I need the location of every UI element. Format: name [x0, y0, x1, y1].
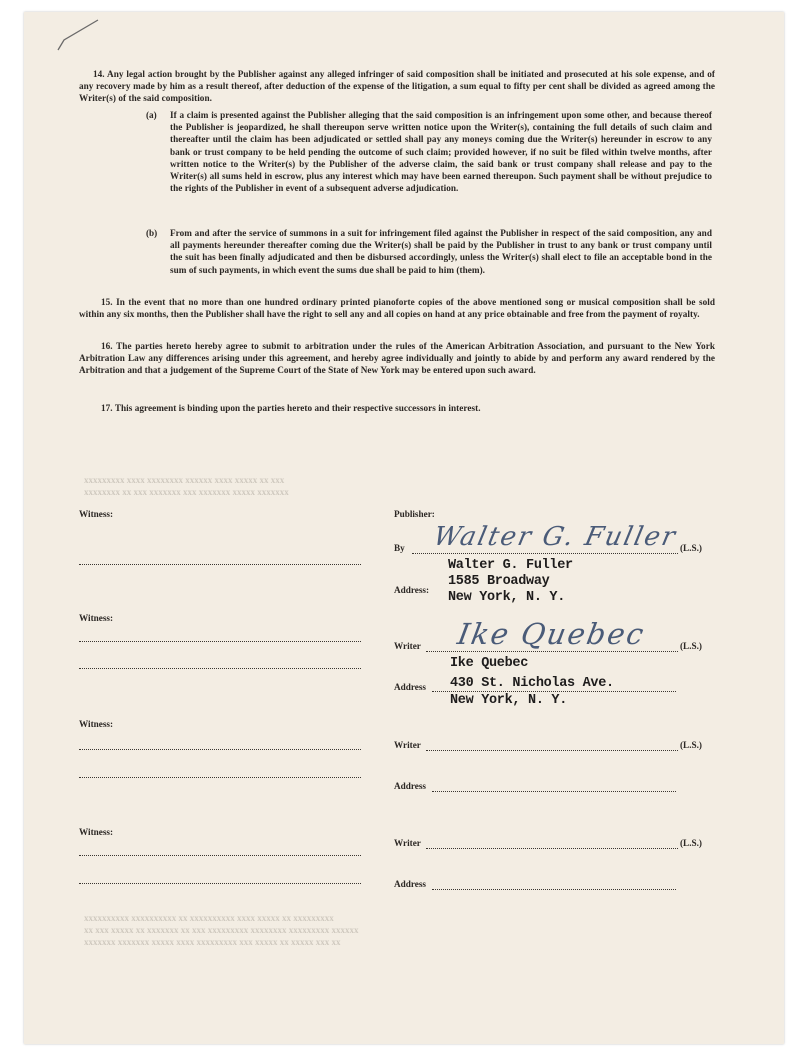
writer-ls-3: (L.S.) [680, 838, 702, 848]
show-through-text: xxxxxxxxx xxxx xxxxxxxx xxxxxx xxxx xxxxx xx xxx xxxxxxxx xx xxx xxxxxxx xxx xxxxxxx xxxxx xxxxxxx [84, 475, 289, 497]
publisher-label: Publisher: [394, 509, 435, 519]
writer-address-label-1: Address [394, 682, 426, 692]
writer-ls-1: (L.S.) [680, 641, 702, 651]
by-label: By [394, 543, 405, 553]
writer-label-1: Writer [394, 641, 421, 651]
publisher-name: Walter G. Fuller [448, 558, 573, 573]
writer-address-line-2[interactable] [432, 791, 676, 792]
writer-signature-1: Ike Quebec [455, 617, 648, 651]
witness-line-2b[interactable] [79, 668, 361, 669]
publisher-signature-line[interactable] [412, 553, 678, 554]
writer-label-2: Writer [394, 740, 421, 750]
witness-label-4: Witness: [79, 827, 114, 837]
writer-street: 430 St. Nicholas Ave. [450, 676, 614, 691]
clause-15: 15. In the event that no more than one hundred ordinary printed pianoforte copies of the above mentioned song or musical composition shall be sold within any six months, then the Publisher shall have the right to sell any and all copies on hand at any price obtainable and free from the payment of royalty. [79, 297, 715, 320]
clause-16: 16. The parties hereto hereby agree to submit to arbitration under the rules of the American Arbitration Association, and pursuant to the New York Arbitration Law any differences arising under this agreement, and hereby agree individually and jointly to abide by and perform any award rendered by the Arbitration and that a judgement of the Supreme Court of the State of New York may be entered upon such award. [79, 341, 715, 376]
witness-label-2: Witness: [79, 613, 114, 623]
publisher-ls: (L.S.) [680, 543, 702, 553]
writer-label-3: Writer [394, 838, 421, 848]
witness-label-3: Witness: [79, 719, 114, 729]
writer-address-line-1[interactable] [432, 691, 676, 692]
clause-14a: If a claim is presented against the Publisher alleging that the said composition is an infringement upon some other, and because thereof the Publisher is jeopardized, he shall thereupon serve written notice upon the Writer(s), containing the full details of such claim and thereafter until the claim has been adjudicated or settled shall pay any moneys coming due the Writer(s) hereunder in escrow to any bank or trust company to be held pending the outcome of such claim; provided however, if no suit be filed within twelve months, after written notice to the Writer(s) by the Publisher of the adverse claim, the said bank or trust company shall release and pay to the Writer(s) all sums held in escrow, plus any interest which may have been earned thereupon. Such payment shall be without prejudice to the rights of the Publisher in event of a subsequent adverse adjudication. [170, 110, 712, 194]
writer-signature-line-3[interactable] [426, 848, 678, 849]
writer-address-label-2: Address [394, 781, 426, 791]
publisher-city: New York, N. Y. [448, 590, 566, 605]
publisher-street: 1585 Broadway [448, 574, 550, 589]
witness-line-4b[interactable] [79, 883, 361, 884]
writer-city: New York, N. Y. [450, 693, 568, 708]
writer-signature-line-2[interactable] [426, 750, 678, 751]
writer-name: Ike Quebec [450, 656, 529, 671]
witness-line-2a[interactable] [79, 641, 361, 642]
writer-address-label-3: Address [394, 879, 426, 889]
witness-label-1: Witness: [79, 509, 114, 519]
writer-address-line-3[interactable] [432, 889, 676, 890]
clause-17: 17. This agreement is binding upon the parties hereto and their respective successors in interest. [101, 403, 481, 413]
witness-line-4a[interactable] [79, 855, 361, 856]
check-mark-icon [54, 18, 104, 54]
clause-14b: From and after the service of summons in a suit for infringement filed against the Publisher in respect of the said composition, any and all payments hereunder thereafter coming due the Writer(s) shall be paid by the Publisher in trust to any bank or trust company until the suit has been finally adjudicated and then be disbursed accordingly, unless the Writer(s) shall elect to file an acceptable bond in the sum of such payments, in which event the sums due shall be paid to him (them). [170, 228, 712, 275]
clause-14b-marker: (b) [146, 228, 158, 238]
writer-signature-line-1[interactable] [426, 651, 678, 652]
witness-line-3b[interactable] [79, 777, 361, 778]
publisher-signature: Walter G. Fuller [430, 522, 680, 552]
contract-page [24, 12, 784, 1044]
show-through-text: xxxxxxxxxx xxxxxxxxxx xx xxxxxxxxxx xxxx xxxxx xx xxxxxxxxx xx xxx xxxxx xx xxxxxxx xx xxx xxxxxxxxx xxxxxxxx xxxxxxxxx xxxxxx xxxxxxx xxxxxxx xxxxx xxxx xxxxxxxxx xxx xxxxx xx xxxxx xxx xx [84, 913, 359, 947]
witness-line-1[interactable] [79, 564, 361, 565]
clause-14a-marker: (a) [146, 110, 157, 120]
publisher-address-label: Address: [394, 585, 430, 595]
writer-ls-2: (L.S.) [680, 740, 702, 750]
clause-14: 14. Any legal action brought by the Publisher against any alleged infringer of said composition shall be initiated and prosecuted at his sole expense, and of any recovery made by him as a result thereof, after deduction of the expense of the litigation, a sum equal to fifty per cent shall be divided as agreed among the Writer(s) of the said composition. [79, 69, 715, 104]
witness-line-3a[interactable] [79, 749, 361, 750]
